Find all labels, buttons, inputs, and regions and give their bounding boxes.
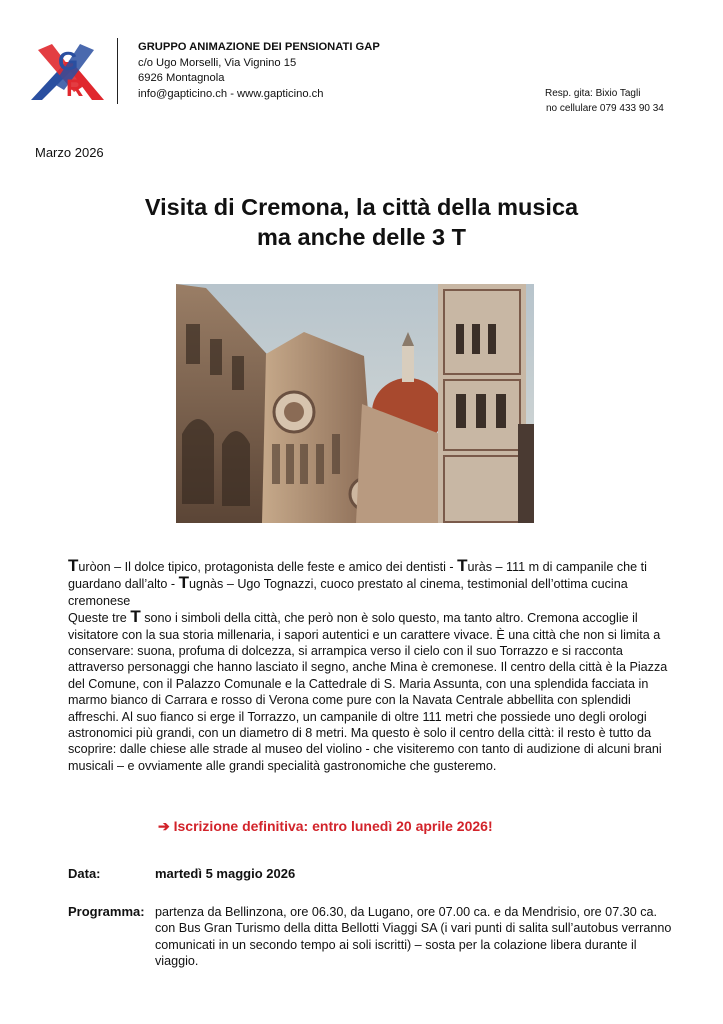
page-title: [0, 192, 723, 252]
big-t-3: T: [178, 573, 190, 593]
document-date: Marzo 2026: [35, 145, 104, 160]
description: [68, 558, 668, 774]
resp-phone: no cellulare 079 433 90 34: [546, 103, 664, 114]
svg-text:G: G: [58, 46, 79, 76]
title-line-1: Visita di Cremona, la città della musica: [144, 194, 579, 220]
trip-responsible: [545, 86, 664, 116]
body-text: sono i simboli della città, che però non è solo questo, ma tanto altro. Cremona accoglie il visitatore con la sua storia millenaria, i sapori autentici e un carattere vivace. È una città che non si limita a conservare: suona, profuma di dolcezza, si arrampica verso il cielo con il suo Torrazzo e si racconta attraverso personaggi che hanno lasciato il segno, anche Mina è cremonese. Il centro della città è la Piazza del Comune, con il Palazzo Comunale e la Cattedrale di S. Maria Assunta, con una splendida facciata in marmo bianco di Carrara e rosso di Verona come pure con la Navata Centrale abbellita con splendidi affreschi. Al suo fianco si erge il Torrazzo, un campanile di oltre 111 metri che possiede uno degli orologi astronomici più grandi, con un diametro di 8 metri. Ma questo è solo il centro della città: il resto è tutto da scoprire: dalle chiese alle strade al museo del violino - che visiteremo con tanto di audizione di alcuni brani musicali – e ovviamente alle grandi specialità gastronomiche che gusteremo.: [68, 611, 668, 773]
svg-text:R: R: [66, 75, 84, 102]
intro-part-2: uràs – 111 m di campanile che ti guardano dall’alto -: [68, 560, 647, 592]
big-t-2: T: [457, 556, 468, 575]
org-info: [138, 40, 380, 102]
org-name: GRUPPO ANIMAZIONE DEI PENSIONATI GAP: [138, 41, 380, 53]
header-divider: [117, 38, 118, 104]
cathedral-photo: [176, 284, 534, 523]
body-pre: Queste tre: [68, 611, 131, 626]
title-line-2: ma anche delle 3 T: [257, 224, 466, 250]
org-contact[interactable]: info@gapticino.ch - www.gapticino.ch: [138, 87, 324, 100]
intro-part-3: ugnàs – Ugo Tognazzi, cuoco prestato al cinema, testimonial dell’ottima cucina cremonese: [68, 577, 628, 608]
intro-part-1: uròon – Il dolce tipico, protagonista delle feste e amico dei dentisti -: [78, 560, 458, 574]
date-label: Data:: [68, 866, 101, 881]
org-address-1: c/o Ugo Morselli, Via Vignino 15: [138, 56, 297, 69]
three-t-intro: [68, 558, 668, 609]
arrow-right-icon: ➔: [158, 818, 170, 834]
date-value: martedì 5 maggio 2026: [155, 866, 296, 881]
deadline-text: Iscrizione definitiva: entro lunedì 20 aprile 2026!: [173, 818, 493, 834]
program-label: Programma:: [68, 904, 145, 919]
gap-logo: [28, 40, 106, 102]
program-value: partenza da Bellinzona, ore 06.30, da Lugano, ore 07.00 ca. e da Mendrisio, ore 07.30 ca. con Bus Gran Turismo della ditta Bellotti Viaggi SA (i vari punti di salita sull’autobus verranno comunicati in un secondo tempo ai soli iscritti) – sosta per la colazione libera durante il viaggio.: [155, 905, 672, 969]
resp-name: Resp. gita: Bixio Tagli: [545, 88, 641, 99]
description-paragraph: [68, 609, 668, 774]
big-t-1: T: [68, 556, 79, 575]
org-address-2: 6926 Montagnola: [138, 72, 225, 84]
big-t-4: T: [130, 607, 141, 627]
registration-deadline: [158, 818, 493, 835]
gap-logo-icon: [28, 40, 106, 102]
